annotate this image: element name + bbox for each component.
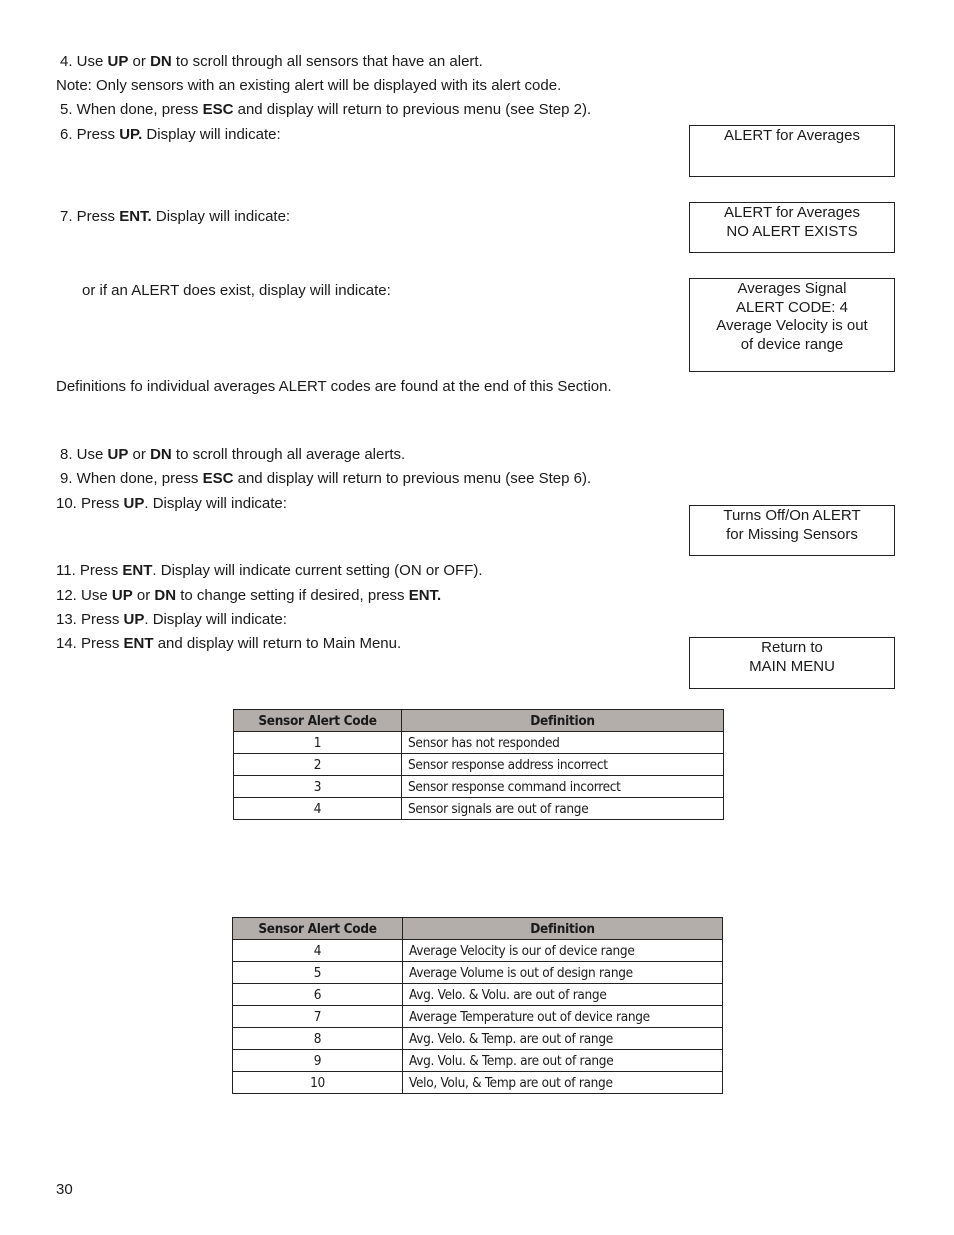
alert-exists-text: or if an ALERT does exist, display will indicate: xyxy=(82,282,391,299)
alert-definition: Avg. Velo. & Temp. are out of range xyxy=(403,1028,723,1050)
averages-alert-table xyxy=(232,917,723,1094)
alert-code: 4 xyxy=(233,940,403,962)
alert-definition: Avg. Volu. & Temp. are out of range xyxy=(403,1050,723,1072)
alert-code: 8 xyxy=(233,1028,403,1050)
step-7: 7. Press ENT. Display will indicate: xyxy=(60,208,291,225)
step-11: 11. Press ENT. Display will indicate current setting (ON or OFF). xyxy=(56,562,483,579)
alert-code: 10 xyxy=(233,1072,403,1094)
alert-definition: Sensor response command incorrect xyxy=(402,776,724,798)
step-8: 8. Use UP or DN to scroll through all average alerts. xyxy=(60,446,406,463)
display-main-menu xyxy=(689,637,895,689)
table-row xyxy=(234,798,724,820)
alert-definition: Average Volume is out of design range xyxy=(403,962,723,984)
alert-definition: Average Temperature out of device range xyxy=(403,1006,723,1028)
display-line: Return to xyxy=(761,639,823,656)
step-6: 6. Press UP. Display will indicate: xyxy=(60,126,281,143)
header-definition: Definition xyxy=(402,710,724,732)
alert-definition: Avg. Velo. & Volu. are out of range xyxy=(403,984,723,1006)
table-row xyxy=(233,1006,723,1028)
display-line: ALERT for Averages xyxy=(724,127,860,144)
display-line: Average Velocity is out xyxy=(716,317,868,334)
table-row xyxy=(234,732,724,754)
display-no-alert xyxy=(689,202,895,253)
display-line: ALERT for Averages xyxy=(724,204,860,221)
table-row xyxy=(233,940,723,962)
table-row xyxy=(234,754,724,776)
alert-code: 1 xyxy=(234,732,402,754)
alert-code: 9 xyxy=(233,1050,403,1072)
alert-code: 7 xyxy=(233,1006,403,1028)
table-header-row xyxy=(234,710,724,732)
step-4: 4. Use UP or DN to scroll through all sensors that have an alert. xyxy=(60,53,483,70)
definitions-note: Definitions fo individual averages ALERT codes are found at the end of this Section. xyxy=(56,378,612,395)
table-row xyxy=(233,984,723,1006)
header-code: Sensor Alert Code xyxy=(234,710,402,732)
display-line: Turns Off/On ALERT xyxy=(723,507,861,524)
step-13: 13. Press UP. Display will indicate: xyxy=(56,611,287,628)
step-12: 12. Use UP or DN to change setting if desired, press ENT. xyxy=(56,587,442,604)
alert-code: 6 xyxy=(233,984,403,1006)
header-definition: Definition xyxy=(403,918,723,940)
alert-definition: Sensor has not responded xyxy=(402,732,724,754)
display-missing-sensors xyxy=(689,505,895,556)
display-line: NO ALERT EXISTS xyxy=(726,222,858,240)
display-line: for Missing Sensors xyxy=(726,525,858,543)
alert-code: 5 xyxy=(233,962,403,984)
step-14: 14. Press ENT and display will return to Main Menu. xyxy=(56,635,402,652)
sensor-alert-table xyxy=(233,709,724,820)
page-number: 30 xyxy=(56,1181,73,1198)
table-row xyxy=(234,776,724,798)
alert-definition: Average Velocity is our of device range xyxy=(403,940,723,962)
table-header-row xyxy=(233,918,723,940)
alert-code: 2 xyxy=(234,754,402,776)
display-line: ALERT CODE: 4 xyxy=(736,298,848,316)
alert-code: 3 xyxy=(234,776,402,798)
alert-definition: Velo, Volu, & Temp are out of range xyxy=(403,1072,723,1094)
alert-definition: Sensor signals are out of range xyxy=(402,798,724,820)
display-alert-code xyxy=(689,278,895,372)
note-text: Note: Only sensors with an existing alert will be displayed with its alert code. xyxy=(56,77,562,94)
alert-definition: Sensor response address incorrect xyxy=(402,754,724,776)
table-row xyxy=(233,1050,723,1072)
display-alert-averages xyxy=(689,125,895,177)
table-row xyxy=(233,1072,723,1094)
alert-code: 4 xyxy=(234,798,402,820)
display-line: of device range xyxy=(740,335,844,353)
display-line: MAIN MENU xyxy=(749,657,835,675)
table-row xyxy=(233,962,723,984)
step-5: 5. When done, press ESC and display will return to previous menu (see Step 2). xyxy=(60,101,592,118)
step-9: 9. When done, press ESC and display will return to previous menu (see Step 6). xyxy=(60,470,592,487)
step-10: 10. Press UP. Display will indicate: xyxy=(56,495,287,512)
table-row xyxy=(233,1028,723,1050)
header-code: Sensor Alert Code xyxy=(233,918,403,940)
display-line: Averages Signal xyxy=(737,280,847,297)
